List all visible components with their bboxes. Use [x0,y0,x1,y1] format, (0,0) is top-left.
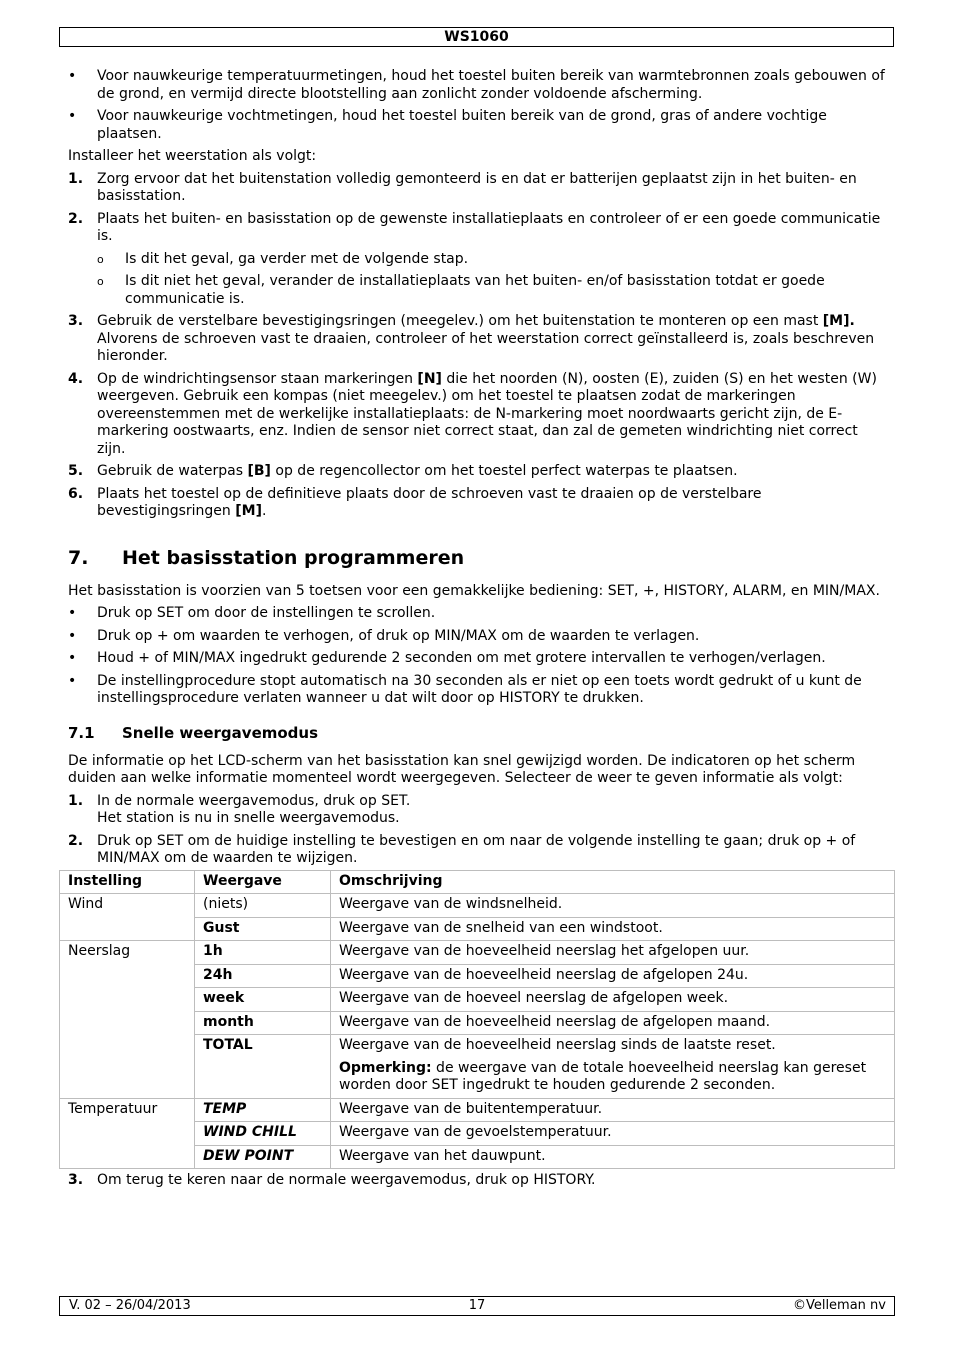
description-cell: Weergave van de hoeveelheid neerslag de afgelopen maand. [331,1011,895,1035]
note-label: Opmerking: [339,1059,432,1076]
page-footer [59,1296,895,1316]
display-cell: TOTAL [195,1035,331,1099]
display-cell: TEMP [195,1098,331,1122]
install-step [68,371,890,459]
bullet-text: Druk op + om waarden te verhogen, of druk op MIN/MAX om de waarden te verlagen. [97,627,700,644]
setting-cell: Wind [60,894,195,941]
bullet-text: Druk op SET om door de instellingen te scrollen. [97,605,436,621]
section-intro: Het basisstation is voorzien van 5 toetsen voor een gemakkelijke bediening: SET, +, HISTORY, ALARM, en MIN/MAX. [68,582,880,599]
bullet-icon: • [68,68,77,84]
list-item [68,68,890,103]
page-header-title: WS1060 [59,27,894,47]
install-step [68,313,890,366]
sub-item-text: Is dit het geval, ga verder met de volgende stap. [125,250,469,267]
step-number: 4. [68,370,84,387]
column-header: Omschrijving [331,870,895,894]
bullet-text: Voor nauwkeurige vochtmetingen, houd het toestel buiten bereik van de grond, gras of andere vochtige plaatsen. [97,108,827,142]
step-number: 5. [68,463,84,479]
description-cell: Weergave van de buitentemperatuur. [331,1098,895,1122]
subsection-title: Snelle weergavemodus [122,723,319,742]
setting-cell: Neerslag [60,941,195,1099]
step-ref: [B] [247,463,271,479]
bullet-text: Houd + of MIN/MAX ingedrukt gedurende 2 seconden om met grotere intervallen te verhogen/verlagen. [97,650,826,666]
bullet-icon: • [68,650,77,666]
description-text: Weergave van de hoeveelheid neerslag sinds de laatste reset. [339,1037,776,1053]
step-text: Het station is nu in snelle weergavemodus. [97,810,400,826]
install-step [68,486,890,521]
step-text: Gebruik de waterpas [97,463,248,479]
description-cell [331,1035,895,1099]
bullet-icon: • [68,672,77,689]
circle-bullet-icon: o [97,252,104,266]
bullet-icon: • [68,605,77,621]
display-cell: 1h [195,941,331,965]
quick-step [68,833,890,868]
description-cell: Weergave van het dauwpunt. [331,1145,895,1169]
bullet-icon: • [68,627,77,644]
step-ref: [M] [235,503,262,519]
step-text: Gebruik de verstelbare bevestigingsringen (meegelev.) om het buitenstation te monteren op een mast [97,313,823,329]
display-cell: (niets) [195,894,331,918]
step-number: 3. [68,313,84,329]
bullet-text: De instellingprocedure stopt automatisch na 30 seconden als er niet op een toets wordt gedrukt of u kunt de instellingsprocedure verlaten wanneer u dat wilt door op HISTORY te drukken. [97,672,862,706]
step-text: Druk op SET om de huidige instelling te bevestigen en om naar de volgende instelling te gaan; druk op + of MIN/MAX om de waarden te wijzigen. [97,832,856,866]
column-header: Weergave [195,870,331,894]
display-cell: Gust [195,917,331,941]
display-cell: WIND CHILL [195,1122,331,1146]
bullet-text: Voor nauwkeurige temperatuurmetingen, houd het toestel buiten bereik van warmtebronnen zoals gebouwen of de grond, en vermijd directe blootstelling aan zonlicht zonder voldoende afscherming. [97,68,885,102]
step-text: Plaats het toestel op de definitieve plaats door de schroeven vast te draaien op de verstelbare bevestigingsringen [97,485,762,519]
step-number: 2. [68,210,84,227]
note-text: de weergave van de totale hoeveelheid neerslag kan gereset worden door SET ingedrukt te houden gedurende 2 seconden. [339,1059,867,1093]
display-mode-table [59,870,895,1170]
description-cell: Weergave van de hoeveelheid neerslag het afgelopen uur. [331,941,895,965]
display-cell: week [195,988,331,1012]
description-cell: Weergave van de snelheid van een windstoot. [331,917,895,941]
table-note [339,1060,886,1095]
sub-list-item [68,273,890,308]
step-text: die het noorden (N), oosten (E), zuiden (S) en het westen (W) weergeven. Gebruik een kompas (niet meegelev.) om het toestel te plaatsen zodat de markeringen overeenstemmen met de werkelijke installatieplaats: de N-markering moet noordwaarts gericht zijn, de E-markering oostwaarts, enz. Indien de sensor niet correct staat, dan zal de gemeten windrichting niet correct zijn. [97,370,877,457]
install-intro: Installeer het weerstation als volgt: [68,148,317,164]
section-title: Het basisstation programmeren [122,546,465,569]
sub-item-text: Is dit niet het geval, verander de installatieplaats van het buiten- en/of basisstation totdat er goede communicatie is. [125,273,825,307]
circle-bullet-icon: o [97,275,104,288]
table-row [60,894,895,918]
display-cell: 24h [195,964,331,988]
subsection-intro: De informatie op het LCD-scherm van het basisstation kan snel gewijzigd worden. De indicatoren op het scherm duiden aan welke informatie momenteel wordt weergegeven. Selecteer de weer te geven informatie als volgt: [68,752,856,786]
step-text: Zorg ervoor dat het buitenstation volledig gemonteerd is en dat er batterijen geplaatst zijn in het buiten- en basisstation. [97,170,857,204]
footer-page-number: 17 [468,1298,486,1313]
setting-cell: Temperatuur [60,1098,195,1169]
step-ref: [M]. [822,313,855,329]
subsection-heading [68,724,890,743]
description-cell: Weergave van de gevoelstemperatuur. [331,1122,895,1146]
table-row [60,1098,895,1122]
step-text: Plaats het buiten- en basisstation op de gewenste installatieplaats en controleer of er een goede communicatie is. [97,210,881,244]
list-item [68,673,890,708]
install-step [68,171,890,206]
quick-step [68,793,890,828]
section-heading [68,547,890,570]
step-text: . [261,503,267,519]
list-item [68,650,890,668]
display-cell: DEW POINT [195,1145,331,1169]
section-number: 7. [68,546,89,569]
quick-step [68,1172,890,1190]
column-header: Instelling [60,870,195,894]
display-cell: month [195,1011,331,1035]
description-cell: Weergave van de windsnelheid. [331,894,895,918]
install-step [68,463,890,481]
step-number: 1. [68,792,84,809]
step-text: op de regencollector om het toestel perfect waterpas te plaatsen. [270,463,738,479]
subsection-number: 7.1 [68,723,95,742]
step-number: 1. [68,170,84,187]
step-text: Alvorens de schroeven vast te draaien, controleer of het weerstation correct geïnstalleerd is, zoals beschreven hieronder. [97,330,875,364]
description-cell: Weergave van de hoeveelheid neerslag de afgelopen 24u. [331,964,895,988]
step-number: 6. [68,485,84,502]
list-item [68,605,890,623]
table-row [60,941,895,965]
step-text: Op de windrichtingsensor staan markeringen [97,370,418,387]
step-text: In de normale weergavemodus, druk op SET. [97,792,411,809]
list-item [68,628,890,646]
description-cell: Weergave van de hoeveel neerslag de afgelopen week. [331,988,895,1012]
bullet-icon: • [68,108,77,124]
step-number: 3. [68,1172,84,1188]
step-ref: [N] [417,370,442,387]
install-step [68,211,890,246]
footer-version: V. 02 – 26/04/2013 [69,1298,191,1313]
table-header-row [60,870,895,894]
list-item [68,108,890,143]
sub-list-item [68,251,890,269]
page-content [68,68,890,1195]
step-text: Om terug te keren naar de normale weergavemodus, druk op HISTORY. [97,1172,596,1188]
footer-copyright: ©Velleman nv [792,1298,886,1313]
step-number: 2. [68,832,84,849]
